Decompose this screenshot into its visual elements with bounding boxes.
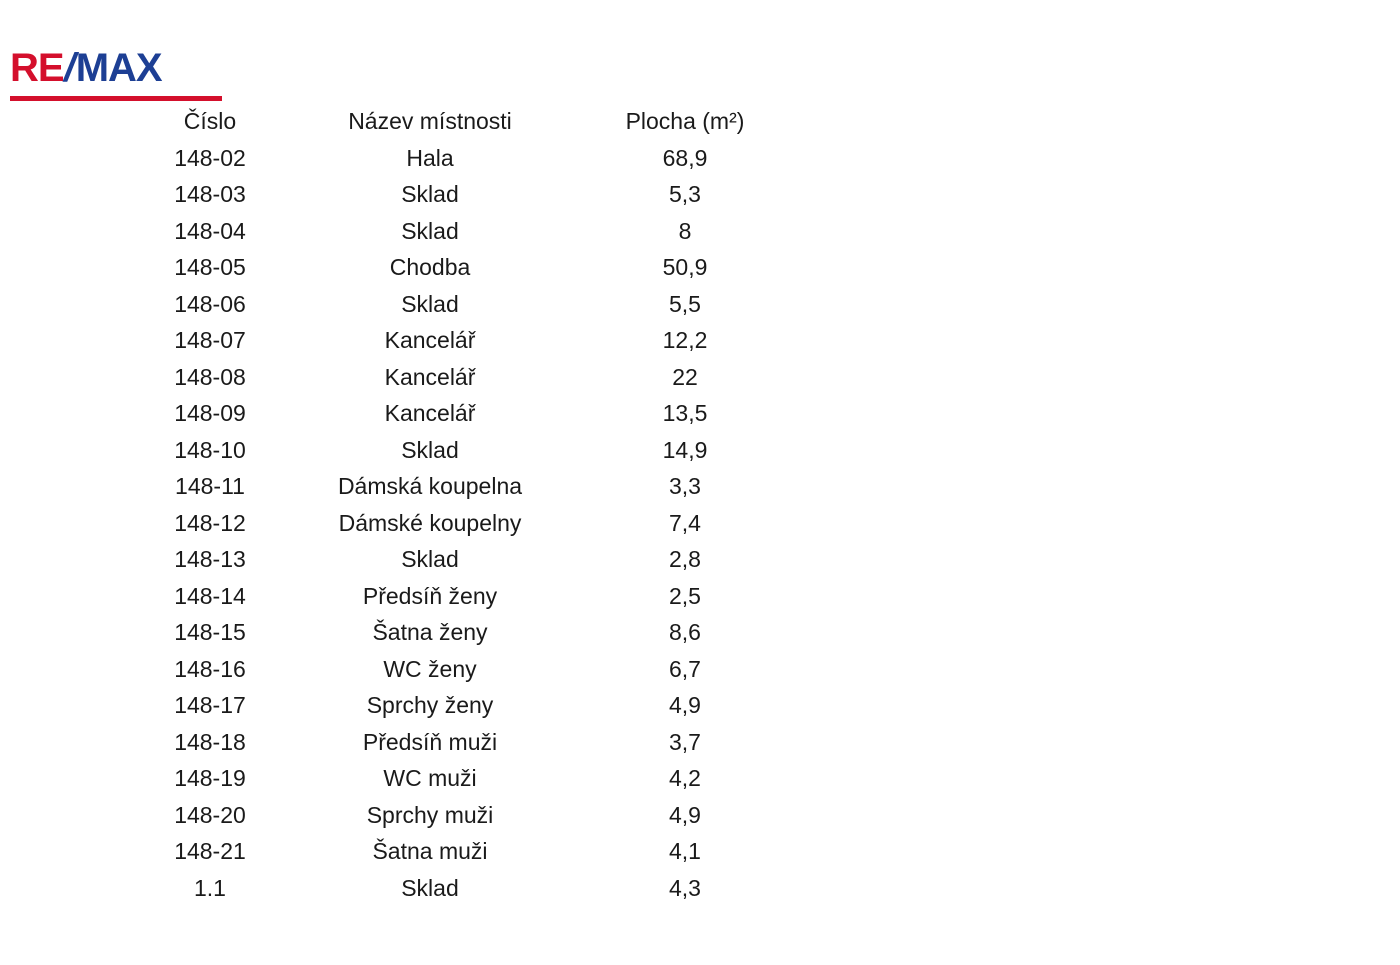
cell-name: Kancelář <box>384 327 476 353</box>
table-header <box>150 103 780 140</box>
cell-area: 50,9 <box>662 254 708 280</box>
cell-name: WC ženy <box>383 655 477 682</box>
cell-area: 13,5 <box>662 400 708 426</box>
cell-area: 6,7 <box>669 655 701 682</box>
cell-area: 5,5 <box>669 290 701 317</box>
cell-name: Dámská koupelna <box>337 473 523 499</box>
cell-area: 2,8 <box>669 546 701 572</box>
cell-area: 68,9 <box>662 144 708 171</box>
cell-area: 22 <box>672 363 698 390</box>
cell-name: Sprchy ženy <box>366 692 494 718</box>
table-row <box>150 249 780 286</box>
room-area-table <box>150 103 780 906</box>
table-row <box>150 140 780 177</box>
cell-number: 148-19 <box>174 765 246 791</box>
logo-text-max: MAX <box>75 46 162 90</box>
cell-area: 4,2 <box>669 765 701 791</box>
cell-number: 148-13 <box>174 546 246 572</box>
table-row <box>150 176 780 213</box>
cell-name: Předsíň muži <box>362 728 498 755</box>
table-row <box>150 322 780 359</box>
table-row <box>150 432 780 469</box>
table-row <box>150 870 780 907</box>
cell-name: Šatna ženy <box>372 619 488 645</box>
cell-area: 4,3 <box>669 874 701 901</box>
cell-name: Kancelář <box>384 400 476 426</box>
cell-name: Sklad <box>401 546 459 572</box>
cell-area: 8,6 <box>669 619 701 645</box>
table-row <box>150 614 780 651</box>
cell-number: 148-20 <box>174 801 246 828</box>
cell-number: 148-11 <box>175 473 245 499</box>
cell-name: Sklad <box>401 290 459 317</box>
cell-number: 148-09 <box>174 400 246 426</box>
logo-text-re: RE <box>10 46 64 90</box>
cell-number: 148-16 <box>174 655 246 682</box>
cell-number: 148-21 <box>174 838 246 864</box>
table-row <box>150 468 780 505</box>
table-row <box>150 833 780 870</box>
cell-name: Sklad <box>401 217 459 244</box>
cell-name: Předsíň ženy <box>362 582 498 609</box>
cell-number: 148-02 <box>174 144 246 171</box>
cell-number: 148-08 <box>174 363 246 390</box>
table-row <box>150 651 780 688</box>
cell-name: Kancelář <box>384 363 476 390</box>
cell-number: 148-07 <box>174 327 246 353</box>
cell-number: 148-12 <box>174 509 246 536</box>
table-row <box>150 578 780 615</box>
cell-number: 148-17 <box>174 692 246 718</box>
table-row <box>150 541 780 578</box>
column-header-name: Název místnosti <box>348 108 512 134</box>
table-body <box>150 140 780 907</box>
logo-slash: / <box>59 46 80 90</box>
logo-underline-bar <box>10 96 222 101</box>
cell-name: WC muži <box>383 765 477 791</box>
cell-area: 7,4 <box>669 509 701 536</box>
cell-area: 3,7 <box>669 728 701 755</box>
cell-number: 1.1 <box>194 874 226 901</box>
table-header-row <box>150 103 780 140</box>
table-row <box>150 213 780 250</box>
column-header-area: Plocha (m²) <box>625 108 745 134</box>
cell-number: 148-15 <box>174 619 246 645</box>
column-header-number: Číslo <box>183 108 237 134</box>
table-row <box>150 359 780 396</box>
cell-name: Dámské koupelny <box>338 509 522 536</box>
table-row <box>150 286 780 323</box>
cell-number: 148-14 <box>174 582 246 609</box>
cell-name: Sklad <box>401 181 459 207</box>
table-row <box>150 687 780 724</box>
cell-area: 8 <box>678 217 692 244</box>
cell-name: Sklad <box>401 436 459 463</box>
cell-number: 148-05 <box>174 254 246 280</box>
table-row <box>150 797 780 834</box>
cell-name: Hala <box>406 144 454 171</box>
cell-area: 3,3 <box>669 473 701 499</box>
cell-name: Sklad <box>401 874 459 901</box>
cell-number: 148-06 <box>174 290 246 317</box>
cell-area: 4,9 <box>669 692 701 718</box>
cell-number: 148-10 <box>174 436 246 463</box>
cell-name: Sprchy muži <box>366 801 494 828</box>
cell-area: 12,2 <box>662 327 708 353</box>
cell-name: Šatna muži <box>372 838 488 864</box>
table-row <box>150 395 780 432</box>
cell-name: Chodba <box>389 254 471 280</box>
cell-number: 148-03 <box>174 181 246 207</box>
table-row <box>150 505 780 542</box>
cell-area: 5,3 <box>669 181 701 207</box>
cell-area: 4,9 <box>669 801 701 828</box>
cell-area: 4,1 <box>669 838 701 864</box>
table-row <box>150 760 780 797</box>
table-row <box>150 724 780 761</box>
cell-area: 2,5 <box>669 582 701 609</box>
cell-number: 148-04 <box>174 217 246 244</box>
remax-logo <box>10 48 162 88</box>
cell-area: 14,9 <box>662 436 708 463</box>
cell-number: 148-18 <box>174 728 246 755</box>
